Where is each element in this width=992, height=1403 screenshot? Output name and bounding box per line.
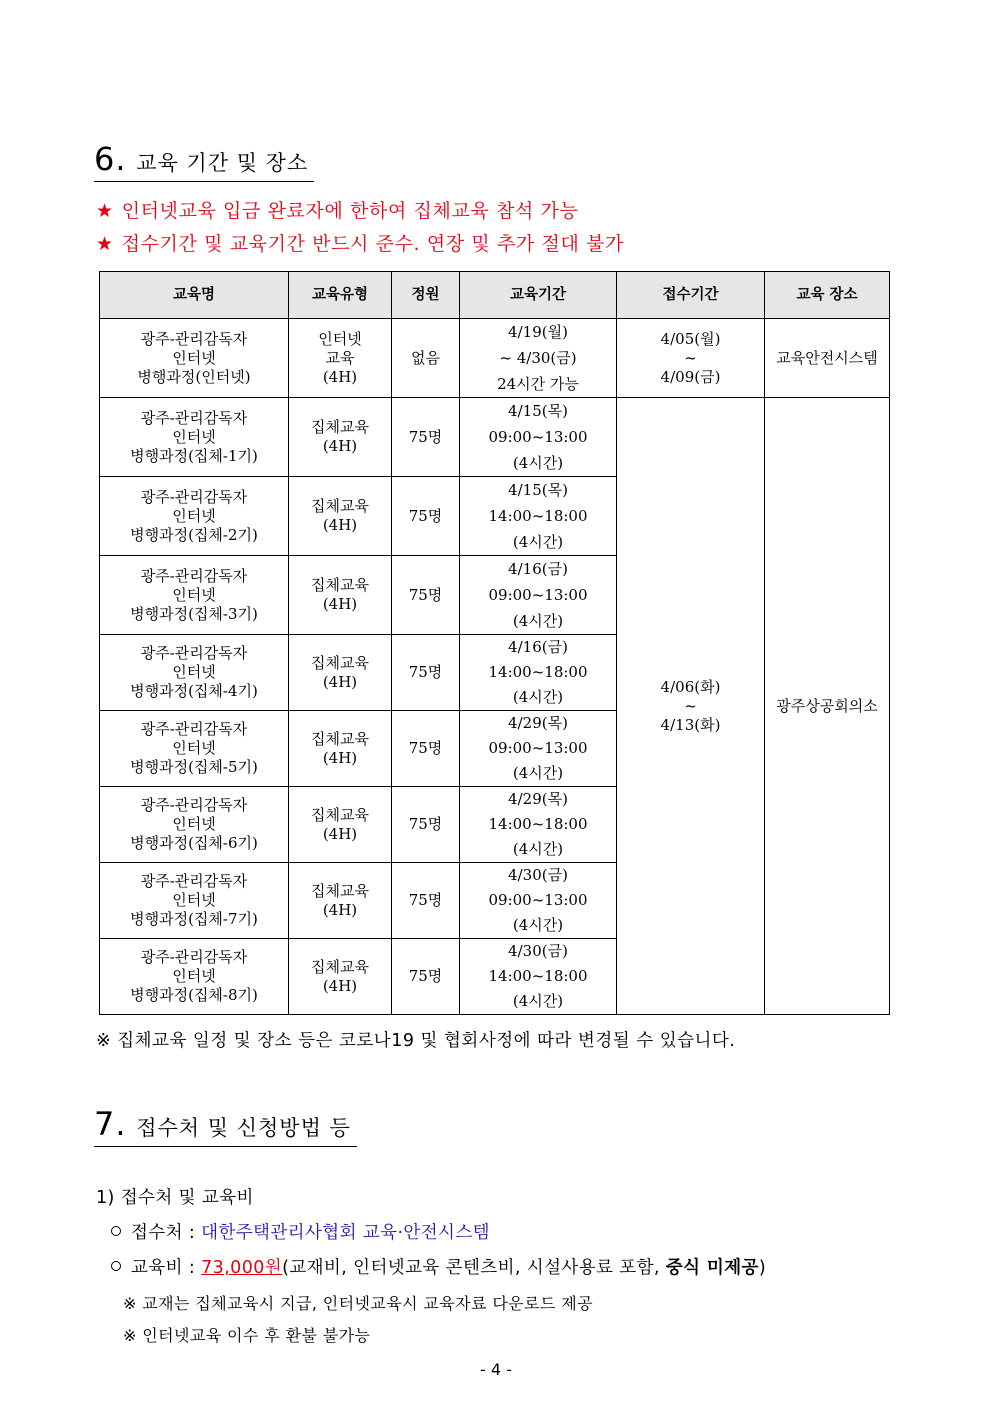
- notice-text: 접수기간 및 교육기간 반드시 준수. 연장 및 추가 절대 불가: [121, 233, 624, 255]
- capacity-cell: 75명: [392, 398, 460, 477]
- registration-office-item: [111, 1219, 490, 1244]
- course-name-cell: 광주-관리감독자 인터넷 병행과정(집체-2기): [100, 477, 289, 556]
- section-title-text: 접수처 및 신청방법 등: [136, 1116, 351, 1140]
- circle-bullet-icon: [111, 1261, 121, 1271]
- capacity-cell: 75명: [392, 711, 460, 787]
- capacity-cell: 75명: [392, 477, 460, 556]
- star-icon: ★: [96, 233, 114, 255]
- course-name-cell: 광주-관리감독자 인터넷 병행과정(집체-4기): [100, 635, 289, 711]
- course-type-cell: 집체교육 (4H): [289, 398, 392, 477]
- registration-cell: 4/05(월) ~ 4/09(금): [617, 319, 765, 398]
- section-title-text: 교육 기간 및 장소: [136, 151, 309, 175]
- course-name-cell: 광주-관리감독자 인터넷 병행과정(집체-8기): [100, 939, 289, 1015]
- header-period: 교육기간: [460, 272, 617, 319]
- period-cell: 4/30(금) 09:00~13:00 (4시간): [460, 863, 617, 939]
- refund-note: ※ 인터넷교육 이수 후 환불 불가능: [123, 1326, 371, 1345]
- capacity-cell: 75명: [392, 939, 460, 1015]
- place-cell: 교육안전시스템: [765, 319, 890, 398]
- header-course-type: 교육유형: [289, 272, 392, 319]
- course-type-cell: 인터넷 교육 (4H): [289, 319, 392, 398]
- capacity-cell: 75명: [392, 863, 460, 939]
- schedule-change-note: ※ 집체교육 일정 및 장소 등은 코로나19 및 협회사정에 따라 변경될 수 있습니다.: [96, 1031, 736, 1051]
- capacity-cell: 75명: [392, 556, 460, 635]
- table-row: [100, 398, 890, 477]
- no-lunch-text: 중식 미제공: [665, 1258, 759, 1278]
- circle-bullet-icon: [111, 1226, 121, 1236]
- section-number: 6.: [94, 140, 127, 178]
- section-6-title: [94, 140, 308, 178]
- course-name-cell: 광주-관리감독자 인터넷 병행과정(집체-7기): [100, 863, 289, 939]
- textbook-note: ※ 교재는 집체교육시 지급, 인터넷교육시 교육자료 다운로드 제공: [123, 1294, 593, 1313]
- notice-text: 인터넷교육 입금 완료자에 한하여 집체교육 참석 가능: [121, 200, 579, 222]
- fee-price: 73,000원: [201, 1258, 283, 1278]
- header-course-name: 교육명: [100, 272, 289, 319]
- registration-cell: 4/06(화) ~ 4/13(화): [617, 398, 765, 1015]
- period-cell: 4/19(월) ~ 4/30(금) 24시간 가능: [460, 319, 617, 398]
- course-type-cell: 집체교육 (4H): [289, 711, 392, 787]
- table-header-row: [100, 272, 890, 319]
- section-7-title: [94, 1105, 351, 1143]
- course-type-cell: 집체교육 (4H): [289, 863, 392, 939]
- registration-office-value: 대한주택관리사협회 교육·안전시스템: [201, 1223, 490, 1243]
- item-label: 접수처 :: [131, 1223, 202, 1243]
- notice-2: [96, 229, 624, 256]
- notice-1: [96, 196, 578, 223]
- subsection-heading: 1) 접수처 및 교육비: [96, 1188, 254, 1208]
- course-name-cell: 광주-관리감독자 인터넷 병행과정(집체-5기): [100, 711, 289, 787]
- period-cell: 4/29(목) 09:00~13:00 (4시간): [460, 711, 617, 787]
- period-cell: 4/16(금) 09:00~13:00 (4시간): [460, 556, 617, 635]
- capacity-cell: 75명: [392, 787, 460, 863]
- fee-details: (교재비, 인터넷교육 콘텐츠비, 시설사용료 포함,: [282, 1258, 666, 1278]
- course-name-cell: 광주-관리감독자 인터넷 병행과정(집체-3기): [100, 556, 289, 635]
- course-type-cell: 집체교육 (4H): [289, 556, 392, 635]
- course-type-cell: 집체교육 (4H): [289, 787, 392, 863]
- education-fee-item: 교육비 : 73,000원(교재비, 인터넷교육 콘텐츠비, 시설사용료 포함, 중식 미제공): [111, 1254, 766, 1279]
- header-registration: 접수기간: [617, 272, 765, 319]
- course-name-cell: 광주-관리감독자 인터넷 병행과정(집체-1기): [100, 398, 289, 477]
- page-number: - 4 -: [480, 1360, 512, 1379]
- course-type-cell: 집체교육 (4H): [289, 477, 392, 556]
- course-type-cell: 집체교육 (4H): [289, 939, 392, 1015]
- course-name-cell: 광주-관리감독자 인터넷 병행과정(인터넷): [100, 319, 289, 398]
- period-cell: 4/16(금) 14:00~18:00 (4시간): [460, 635, 617, 711]
- table-row: [100, 319, 890, 398]
- period-cell: 4/15(목) 09:00~13:00 (4시간): [460, 398, 617, 477]
- item-label: 교육비 :: [131, 1258, 202, 1278]
- capacity-cell: 없음: [392, 319, 460, 398]
- period-cell: 4/15(목) 14:00~18:00 (4시간): [460, 477, 617, 556]
- education-schedule-table: [99, 271, 890, 1015]
- header-capacity: 정원: [392, 272, 460, 319]
- section-number: 7.: [94, 1105, 127, 1143]
- place-cell: 광주상공회의소: [765, 398, 890, 1015]
- period-cell: 4/30(금) 14:00~18:00 (4시간): [460, 939, 617, 1015]
- period-cell: 4/29(목) 14:00~18:00 (4시간): [460, 787, 617, 863]
- header-place: 교육 장소: [765, 272, 890, 319]
- course-type-cell: 집체교육 (4H): [289, 635, 392, 711]
- star-icon: ★: [96, 200, 114, 222]
- course-name-cell: 광주-관리감독자 인터넷 병행과정(집체-6기): [100, 787, 289, 863]
- capacity-cell: 75명: [392, 635, 460, 711]
